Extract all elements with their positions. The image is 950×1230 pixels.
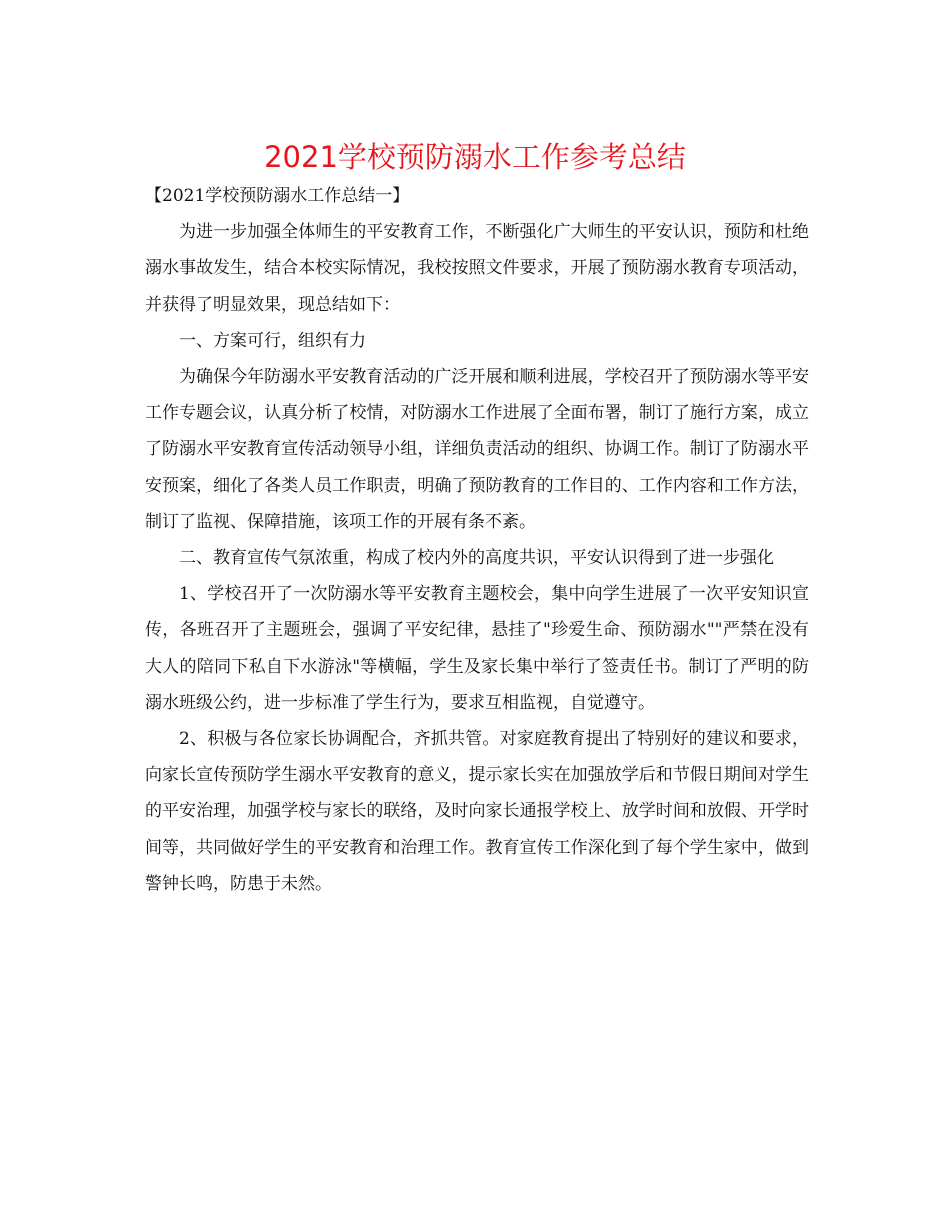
paragraph-item-1: 1、学校召开了一次防溺水等平安教育主题校会，集中向学生进展了一次平安知识宣传，各班召开了主题班会，强调了平安纪律，悬挂了"珍爱生命、预防溺水""严禁在没有大人的陪同下私自下水游泳"等横幅，学生及家长集中举行了签责任书。制订了严明的防溺水班级公约，进一步标准了学生行为，要求互相监视，自觉遵守。 bbox=[145, 584, 809, 713]
paragraph-item-2: 2、积极与各位家长协调配合，齐抓共管。对家庭教育提出了特别好的建议和要求，向家长宣传预防学生溺水平安教育的意义，提示家长实在加强放学后和节假日期间对学生的平安治理，加强学校与家长的联络，及时向家长通报学校上、放学时间和放假、开学时间等，共同做好学生的平安教育和治理工作。教育宣传工作深化到了每个学生家中，做到警钟长鸣，防患于未然。 bbox=[145, 729, 809, 894]
section-heading-1: 一、方案可行，组织有力 bbox=[179, 330, 366, 351]
paragraph-section-1: 为确保今年防溺水平安教育活动的广泛开展和顺利进展，学校召开了预防溺水等平安工作专题会议，认真分析了校情，对防溺水工作进展了全面布署，制订了施行方案，成立了防溺水平安教育宣传活动领导小组，详细负责活动的组织、协调工作。制订了防溺水平安预案，细化了各类人员工作职责，明确了预防教育的工作目的、工作内容和工作方法，制订了监视、保障措施，该项工作的开展有条不紊。 bbox=[145, 367, 809, 532]
paragraph-intro: 为进一步加强全体师生的平安教育工作，不断强化广大师生的平安认识，预防和杜绝溺水事故发生，结合本校实际情况，我校按照文件要求，开展了预防溺水教育专项活动，并获得了明显效果，现总结如下： bbox=[145, 222, 809, 315]
document-subtitle: 【2021学校预防溺水工作总结一】 bbox=[145, 186, 410, 206]
document-title: 2021学校预防溺水工作参考总结 bbox=[264, 140, 686, 174]
section-heading-2: 二、教育宣传气氛浓重，构成了校内外的高度共识，平安认识得到了进一步强化 bbox=[179, 548, 774, 569]
document-body bbox=[145, 178, 809, 902]
